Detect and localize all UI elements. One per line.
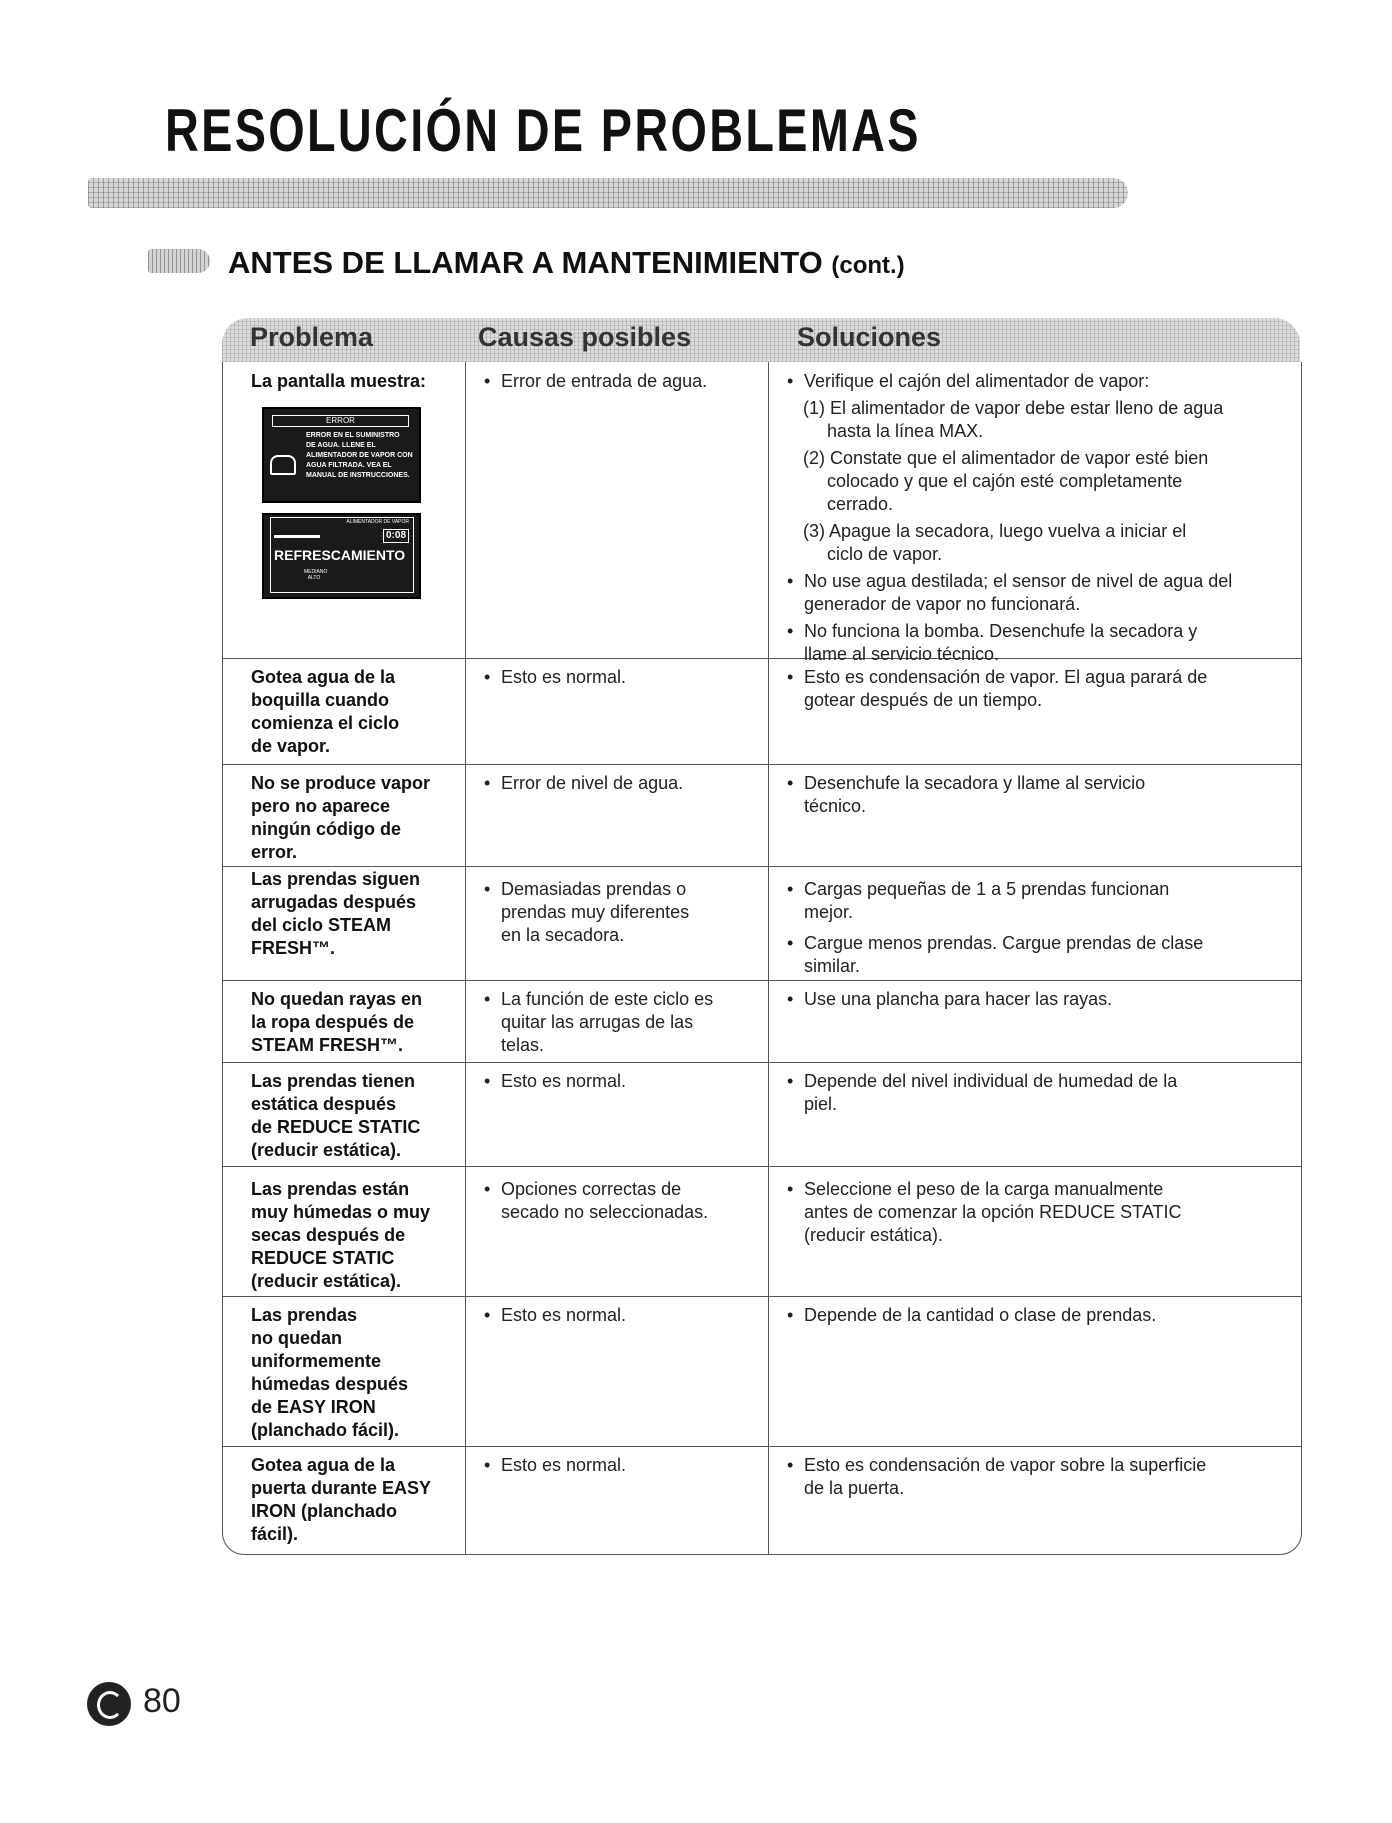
problem-cell xyxy=(223,362,466,658)
problem-cell xyxy=(223,1446,466,1554)
causes-cell xyxy=(466,1446,769,1554)
page-title: RESOLUCIÓN DE PROBLEMAS xyxy=(165,97,921,164)
section-title-text: ANTES DE LLAMAR A MANTENIMIENTO xyxy=(228,245,823,280)
causes-cell xyxy=(466,658,769,764)
error-line: AGUA FILTRADA. VEA EL xyxy=(306,462,392,469)
problem-cell xyxy=(223,1166,466,1296)
level-bar xyxy=(274,535,320,538)
table-row xyxy=(223,1062,1301,1167)
mode-label: REFRESCAMIENTO xyxy=(274,547,406,563)
cause-item: • La función de este ciclo es quitar las arrugas de las telas. xyxy=(484,989,714,1055)
problem-cell xyxy=(223,764,466,866)
problem-text: Las prendas están muy húmedas o muy secas después de REDUCE STATIC (reducir estática). xyxy=(251,1179,431,1291)
solution-item: • Esto es condensación de vapor. El agua parará de gotear después de un tiempo. xyxy=(787,667,1208,710)
solutions-cell xyxy=(769,1062,1301,1166)
solution-item: • No use agua destilada; el sensor de nivel de agua del generador de vapor no funcionará. xyxy=(787,571,1233,614)
causes-cell xyxy=(466,1062,769,1166)
causes-cell xyxy=(466,866,769,980)
solutions-cell xyxy=(769,1446,1301,1554)
solution-subitem: (2) Constate que el alimentador de vapor esté bien colocado y que el cajón esté completamente cerrado. xyxy=(803,448,1209,514)
solution-item: • Cargas pequeñas de 1 a 5 prendas funcionan mejor. xyxy=(787,879,1170,922)
cause-item: • Esto es normal. xyxy=(484,1455,627,1475)
causes-cell xyxy=(466,1296,769,1446)
solutions-cell xyxy=(769,866,1301,980)
section-title xyxy=(228,245,905,281)
solution-item: • Depende del nivel individual de humedad de la piel. xyxy=(787,1071,1178,1114)
column-header-causes: Causas posibles xyxy=(478,322,692,352)
causes-cell xyxy=(466,764,769,866)
steam-drawer-icon xyxy=(270,455,296,475)
table-row xyxy=(223,1166,1301,1297)
solutions-cell xyxy=(769,658,1301,764)
cause-item: • Esto es normal. xyxy=(484,1305,627,1325)
problem-text: Las prendas no quedan uniformemente húmedas después de EASY IRON (planchado fácil). xyxy=(251,1305,409,1440)
time-readout: 0:08 xyxy=(383,529,409,543)
problem-text: Gotea agua de la boquilla cuando comienza el ciclo de vapor. xyxy=(251,667,400,756)
solution-subitem: (1) El alimentador de vapor debe estar lleno de agua hasta la línea MAX. xyxy=(803,398,1224,441)
cause-item: • Demasiadas prendas o prendas muy diferentes en la secadora. xyxy=(484,879,690,945)
solution-item: • Use una plancha para hacer las rayas. xyxy=(787,989,1113,1009)
table-row xyxy=(223,1296,1301,1447)
problem-text: Las prendas siguen arrugadas después del ciclo STEAM FRESH™. xyxy=(251,869,421,958)
problem-cell xyxy=(223,1062,466,1166)
solution-item: • Depende de la cantidad o clase de prendas. xyxy=(787,1305,1157,1325)
cause-item: • Error de nivel de agua. xyxy=(484,773,684,793)
problem-cell xyxy=(223,1296,466,1446)
solution-item: • No funciona la bomba. Desenchufe la secadora y llame al servicio técnico. xyxy=(787,621,1198,664)
table-row xyxy=(223,980,1301,1063)
error-line: DE AGUA. LLENE EL xyxy=(306,442,376,449)
section-title-suffix: (cont.) xyxy=(831,252,905,279)
error-line: MANUAL DE INSTRUCCIONES. xyxy=(306,472,410,479)
solution-subitem: (3) Apague la secadora, luego vuelva a iniciar el ciclo de vapor. xyxy=(803,521,1187,564)
title-decoration-bar xyxy=(88,178,1128,208)
causes-cell xyxy=(466,362,769,658)
problem-cell xyxy=(223,866,466,980)
table-row xyxy=(223,866,1301,981)
table-row xyxy=(223,764,1301,867)
solution-item: • Seleccione el peso de la carga manualmente antes de comenzar la opción REDUCE STATIC (reducir estática). xyxy=(787,1179,1182,1245)
refresh-display-image xyxy=(262,513,421,599)
column-header-bar xyxy=(222,318,1300,362)
causes-cell xyxy=(466,1166,769,1296)
problem-cell xyxy=(223,980,466,1062)
cause-item: • Error de entrada de agua. xyxy=(484,371,708,391)
cause-item: • Opciones correctas de secado no seleccionadas. xyxy=(484,1179,709,1222)
problem-text: Gotea agua de la puerta durante EASY IRON (planchado fácil). xyxy=(251,1455,432,1544)
error-header: ERROR xyxy=(272,415,409,427)
cause-item: • Esto es normal. xyxy=(484,1071,627,1091)
lg-logo-icon xyxy=(87,1682,131,1726)
column-header-solutions: Soluciones xyxy=(797,322,942,352)
problem-text: Las prendas tienen estática después de REDUCE STATIC (reducir estática). xyxy=(251,1071,421,1160)
level-label: MEDIANO ALTO xyxy=(304,569,328,581)
solutions-cell xyxy=(769,764,1301,866)
solution-item: • Esto es condensación de vapor sobre la superficie de la puerta. xyxy=(787,1455,1207,1498)
table-row xyxy=(223,1446,1301,1554)
solutions-cell xyxy=(769,362,1301,664)
table-row xyxy=(223,362,1301,664)
cause-item: • Esto es normal. xyxy=(484,667,627,687)
section-decoration-bar xyxy=(148,249,210,273)
troubleshooting-table xyxy=(222,362,1302,1555)
error-line: ERROR EN EL SUMINISTRO xyxy=(306,432,400,439)
solutions-cell xyxy=(769,980,1301,1062)
error-line: ALIMENTADOR DE VAPOR CON xyxy=(306,452,413,459)
solution-item: • Cargue menos prendas. Cargue prendas de clase similar. xyxy=(787,933,1204,976)
solution-item: • Desenchufe la secadora y llame al servicio técnico. xyxy=(787,773,1146,816)
solution-item: • Verifique el cajón del alimentador de vapor: xyxy=(787,371,1150,391)
column-header-problem: Problema xyxy=(250,322,374,352)
causes-cell xyxy=(466,980,769,1062)
problem-text: No quedan rayas en la ropa después de STEAM FRESH™. xyxy=(251,989,423,1055)
page-number: 80 xyxy=(143,1682,181,1720)
solutions-cell xyxy=(769,1296,1301,1446)
table-row xyxy=(223,658,1301,765)
error-display-image xyxy=(262,407,421,503)
problem-cell xyxy=(223,658,466,764)
refresh-top-label: ALIMENTADOR DE VAPOR xyxy=(346,519,409,525)
problem-text: La pantalla muestra: xyxy=(251,371,427,391)
problem-text: No se produce vapor pero no aparece ningún código de error. xyxy=(251,773,431,862)
solutions-cell xyxy=(769,1166,1301,1296)
